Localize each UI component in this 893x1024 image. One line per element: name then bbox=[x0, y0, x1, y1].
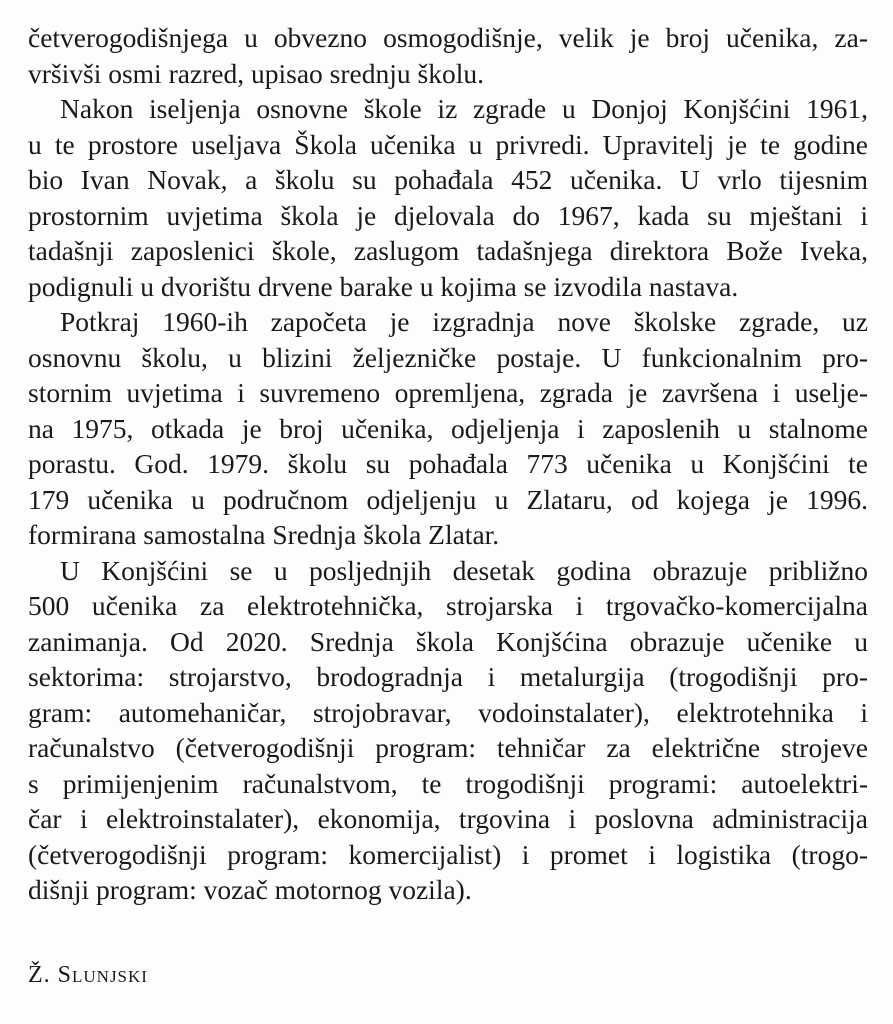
text-line: četverogodišnjega u obvezno osmogodišnje, velik je broj učenika, za- bbox=[28, 22, 868, 53]
text-line: tadašnji zaposlenici škole, zaslugom tadašnjega direktora Bože Iveka, bbox=[28, 235, 868, 266]
paragraph-current-programs bbox=[28, 553, 868, 908]
text-line: U Konjšćini se u posljednjih desetak godina obrazuje približno bbox=[60, 554, 868, 586]
text-line: porastu. God. 1979. školu su pohađala 773 učenika u Konjšćini te bbox=[28, 448, 868, 479]
text-line: sektorima: strojarstvo, brodogradnja i metalurgija (trogodišnji pro- bbox=[28, 661, 868, 692]
text-line: s primijenjenim računalstvom, te trogodišnji programi: autoelektri- bbox=[28, 767, 868, 799]
text-line: Potkraj 1960-ih započeta je izgradnja nove školske zgrade, uz bbox=[60, 306, 868, 337]
text-line: u te prostore useljava Škola učenika u privredi. Upravitelj je te godine bbox=[28, 128, 868, 160]
text-line: na 1975, otkada je broj učenika, odjeljenja i zaposlenih u stalnome bbox=[28, 412, 868, 444]
text-line: dišnji program: vozač motornog vozila). bbox=[28, 874, 472, 905]
text-line: Nakon iseljenja osnovne škole iz zgrade u Donjoj Konjšćini 1961, bbox=[60, 93, 868, 124]
text-line: 179 učenika u područnom odjeljenju u Zlataru, od kojega je 1996. bbox=[28, 483, 868, 515]
text-line: zanimanja. Od 2020. Srednja škola Konjšćina obrazuje učenike u bbox=[28, 625, 868, 657]
paragraph-school-relocation bbox=[28, 91, 868, 304]
text-line: osnovnu školu, u blizini željezničke postaje. U funkcionalnim pro- bbox=[28, 341, 868, 373]
text-line: prostornim uvjetima škola je djelovala do 1967, kada su mještani i bbox=[28, 199, 868, 231]
text-line: formirana samostalna Srednja škola Zlatar. bbox=[28, 519, 500, 550]
text-line: stornim uvjetima i suvremeno opremljena, zgrada je završena i uselje- bbox=[28, 377, 868, 408]
text-line: čar i elektroinstalater), ekonomija, trgovina i poslovna administracija bbox=[28, 803, 868, 834]
text-line: 500 učenika za elektrotehnička, strojarska i trgovačko-komercijalna bbox=[28, 590, 868, 621]
text-line: (četverogodišnji program: komercijalist) i promet i logistika (trogo- bbox=[28, 838, 868, 870]
text-line: računalstvo (četverogodišnji program: tehničar za električne strojeve bbox=[28, 732, 868, 763]
text-line: gram: automehaničar, strojobravar, vodoinstalater), elektrotehnika i bbox=[28, 696, 868, 728]
text-line: podignuli u dvorištu drvene barake u kojima se izvodila nastava. bbox=[28, 270, 739, 302]
text-line: vršivši osmi razred, upisao srednju školu. bbox=[28, 57, 484, 89]
article-body bbox=[28, 20, 868, 908]
paragraph-new-building bbox=[28, 304, 868, 553]
text-line: bio Ivan Novak, a školu su pohađala 452 učenika. U vrlo tijesnim bbox=[28, 164, 868, 195]
author-signature: Ž. Slunjski bbox=[28, 962, 148, 988]
paragraph-continuation bbox=[28, 20, 868, 91]
